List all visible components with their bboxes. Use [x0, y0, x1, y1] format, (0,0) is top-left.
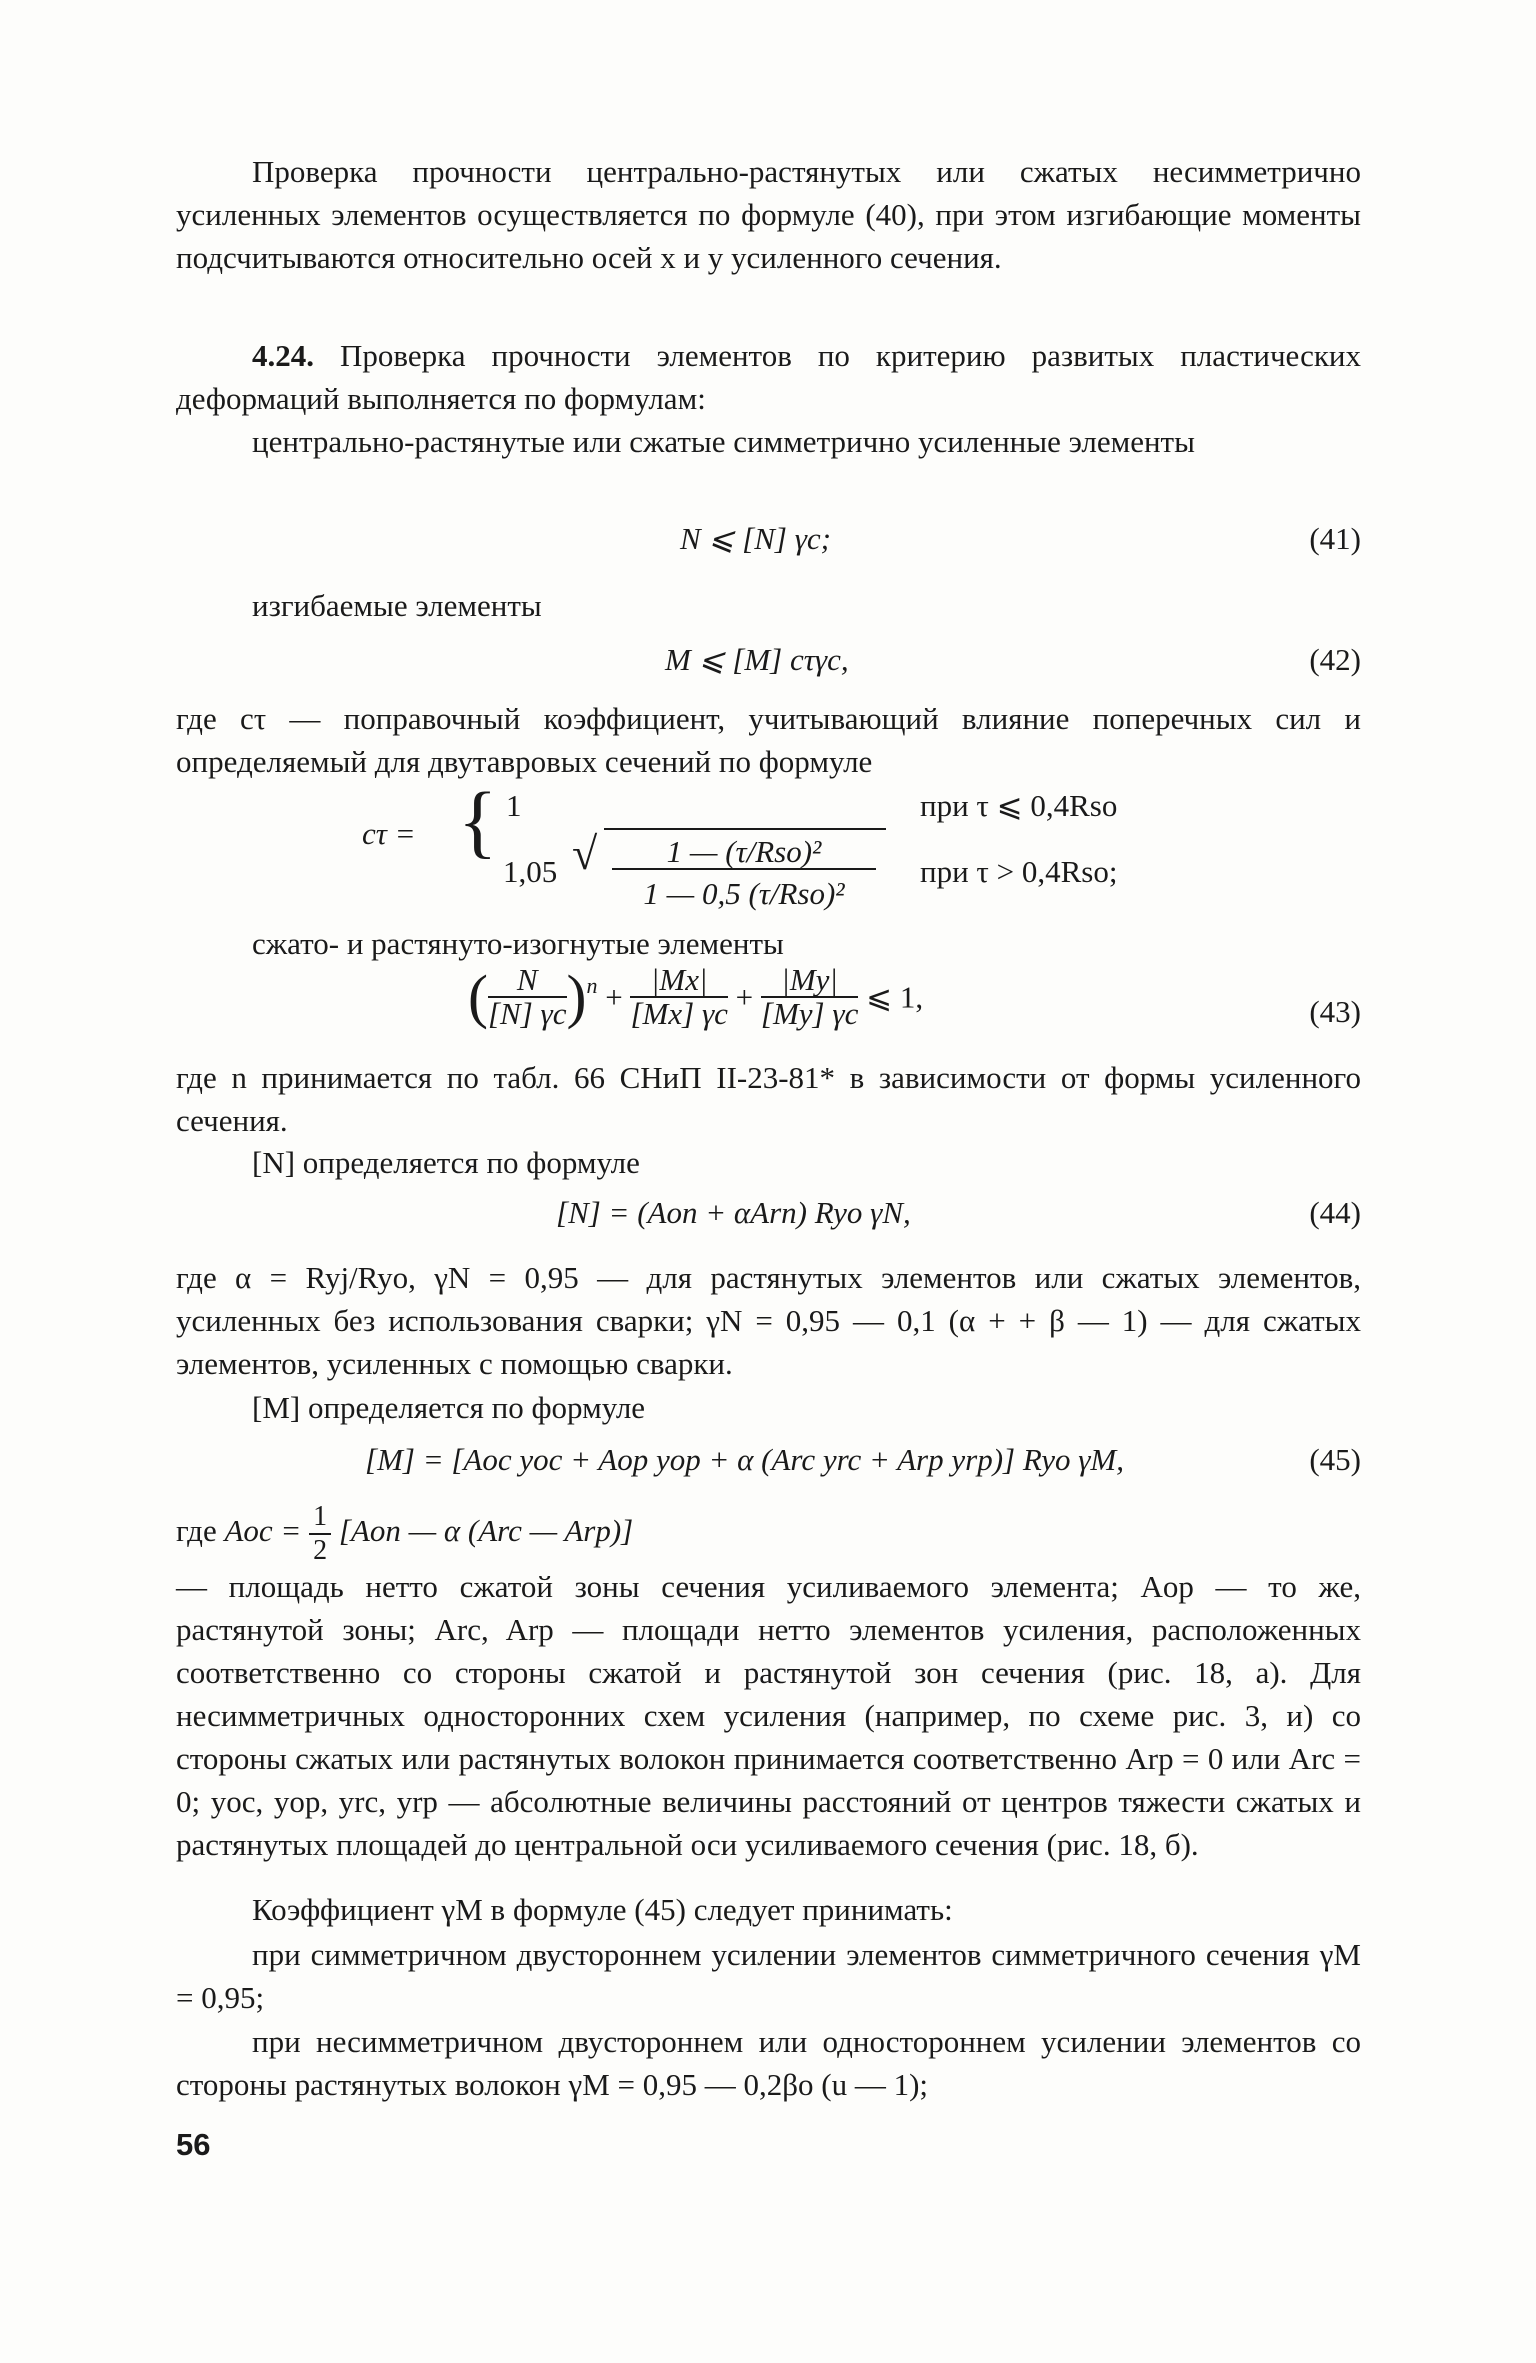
f43-term1: $\frac{N}{[N] \gamma c}$ — [487, 962, 567, 1032]
left-brace: { — [458, 775, 498, 866]
aoc-fraction: $\frac{1}{2}$ — [309, 1501, 331, 1567]
page-number: 56 — [176, 2127, 211, 2162]
formula-41: N ⩽ [N] γc; — [680, 521, 832, 556]
formula-43: ( $\frac{N}{[N] \gamma c}$ )$^n$ + $\frac{|Mx|}{[Mx] \gamma c}$ + $\frac{|My|}{[My] \gamma c}$ ⩽ 1, — [468, 962, 924, 1032]
f43-term3: $\frac{|My|}{[My] \gamma c}$ — [760, 962, 859, 1032]
paragraph-areas: — площадь нетто сжатой зоны сечения усиливаемого элемента; Aop — то же, растянутой зоны; Arc, Arp — площади нетто элементов усиления, расположенных соответственно со стороны сжатой и растянутой зон сечения (рис. 18, а). Для несимметричных односторонних схем усиления (например, по схеме рис. 3, и) со стороны сжатых или растянутых волокон принимается соответственно Arp = 0 или Arc = 0; yoc, yop, yrc, yrp — абсолютные величины расстояний от центров тяжести сжатых и растянутых площадей до центральной оси усиливаемого сечения (рис. 18, б). — [176, 1569, 1361, 1862]
aoc-definition — [176, 1501, 1361, 1567]
paragraph-n-coefficient: где n принимается по табл. 66 СНиП II-23-81* в зависимости от формы усиленного сечения. — [176, 1060, 1361, 1138]
formula-42: M ⩽ [M] cτγc, — [665, 642, 849, 677]
paragraph-symmetric-reinforcement: при симметричном двустороннем усилении элементов симметричного сечения γM = 0,95; — [176, 1937, 1361, 2015]
f43-term2: $\frac{|Mx|}{[Mx] \gamma c}$ — [630, 962, 728, 1032]
paragraph-m-definition: [M] определяется по формуле — [252, 1390, 646, 1425]
paragraph-4-24 — [176, 334, 1361, 420]
formula-44-number: (44) — [1309, 1195, 1361, 1230]
formula-42-number: (42) — [1309, 642, 1361, 677]
paragraph-n-definition: [N] определяется по формуле — [252, 1145, 640, 1180]
formula-45-number: (45) — [1309, 1442, 1361, 1477]
section-number: 4.24. — [252, 338, 314, 373]
ct-case1-value: 1 — [506, 788, 522, 823]
aoc-rhs: [Aon — α (Arc — Arp)] — [338, 1513, 634, 1549]
aoc-lhs: Aoc = — [224, 1513, 302, 1549]
ct-case1-condition: при τ ⩽ 0,4Rso — [920, 788, 1118, 823]
formula-44: [N] = (Aon + αArn) Ryo γN, — [556, 1195, 911, 1230]
paragraph-4-24-text: Проверка прочности элементов по критерию развитых пластических деформаций выполняется по формулам: — [176, 338, 1361, 416]
paragraph-alpha-gamma: где α = Ryj/Ryo, γN = 0,95 — для растянутых элементов или сжатых элементов, усиленных без использования сварки; γN = 0,95 — 0,1 (α + + β — 1) — для сжатых элементов, усиленных с помощью сварки. — [176, 1260, 1361, 1381]
paragraph-bending-elements: изгибаемые элементы — [252, 588, 542, 623]
f43-exponent: n — [586, 973, 598, 998]
paragraph-correction-coefficient: где cτ — поправочный коэффициент, учитывающий влияние поперечных сил и определяемый для двутавровых сечений по формуле — [176, 701, 1361, 779]
aoc-lead: где — [176, 1513, 217, 1549]
ct-case2-coefficient: 1,05 — [503, 854, 558, 889]
sqrt-sign: √ — [572, 828, 598, 879]
ct-lhs: cτ = — [362, 816, 416, 851]
paragraph-asymmetric-check: Проверка прочности центрально-растянутых или сжатых несимметрично усиленных элементов осуществляется по формуле (40), при этом изгибающие моменты подсчитываются относительно осей x и y усиленного сечения. — [176, 154, 1361, 275]
formula-43-number: (43) — [1309, 994, 1361, 1029]
paragraph-compressed-bent: сжато- и растянуто-изогнутые элементы — [252, 926, 784, 961]
formula-41-number: (41) — [1309, 521, 1361, 556]
ct-case2-numerator: 1 — (τ/Rso)² — [666, 834, 822, 869]
paragraph-asymmetric-reinforcement: при несимметричном двустороннем или одностороннем усилении элементов со стороны растянутых волокон γM = 0,95 — 0,2βo (u — 1); — [176, 2024, 1361, 2102]
paragraph-gamma-m: Коэффициент γM в формуле (45) следует принимать: — [252, 1892, 953, 1927]
ct-case2-denominator: 1 — 0,5 (τ/Rso)² — [643, 876, 845, 911]
ct-case2-condition: при τ > 0,4Rso; — [920, 854, 1118, 889]
fraction-bar — [612, 868, 876, 870]
formula-45: [M] = [Aoc yoc + Aop yop + α (Arc yrc + Arp yrp)] Ryo γM, — [365, 1442, 1125, 1477]
paragraph-symmetric-elements: центрально-растянутые или сжатые симметрично усиленные элементы — [252, 424, 1195, 459]
